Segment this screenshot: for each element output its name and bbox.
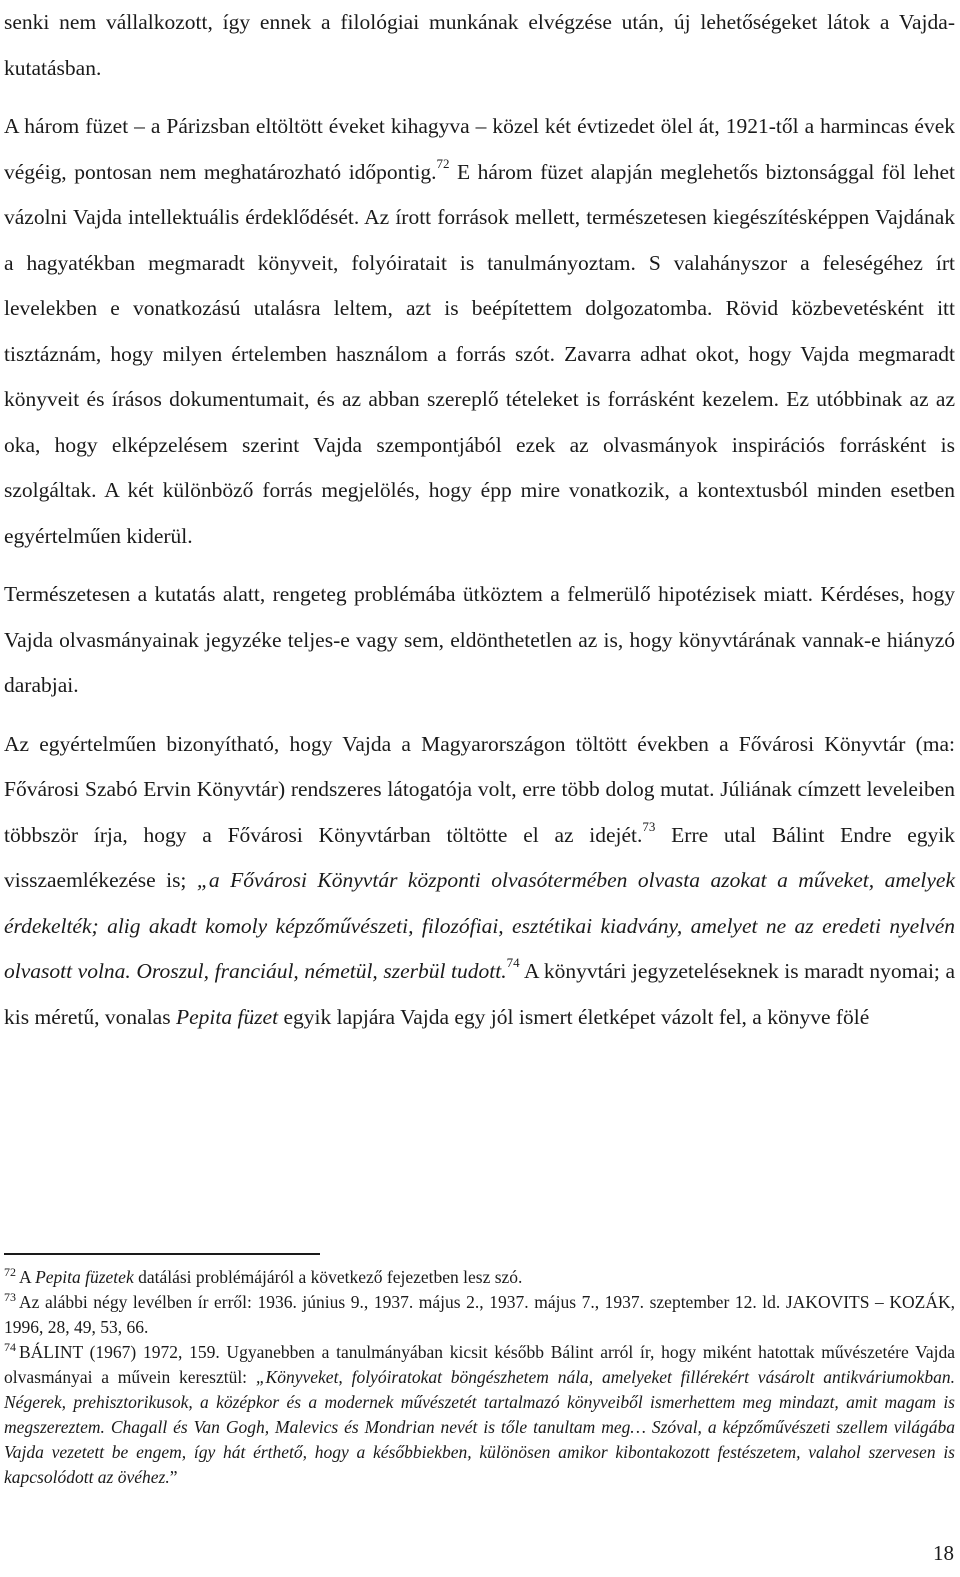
footnote-ref-73[interactable]: 73 — [642, 818, 656, 834]
footnote-italic: „Könyveket, folyóiratokat böngészhetem nála, amelyeket fillérekért vásárolt antikváriumokban. Négerek, prehisztorikusok, a középkor és a modernek művészetét tartalmazó könyveiből ismerhettem meg mindazt, amit magam is megszereztem. Chagall és Van Gogh, Malevics és Mondrian nevét is tőle tanultam meg… Szóval, a képzőművészeti szellem világába Vajda vezetett be engem, így hát érthető, hogy a későbbiekben, különösen amikor kibontakozott festészetem, valahol szervesen is kapcsolódott az övéhez. — [4, 1367, 955, 1487]
paragraph-4 — [4, 722, 955, 1041]
paragraph-text: egyik lapjára Vajda egy jól ismert életképet vázolt fel, a könyve fölé — [278, 1004, 870, 1029]
footnote-italic: Pepita füzetek — [35, 1267, 134, 1287]
title-italic: Pepita füzet — [175, 1004, 279, 1029]
paragraph-text: A könyvtári jegyzeteléseknek is maradt nyomai; a kis méretű, vonalas — [4, 959, 955, 1029]
footnote-ref-74[interactable]: 74 — [506, 955, 520, 970]
footnote-text: ” — [169, 1467, 178, 1487]
paragraph-text: A három füzet – a Párizsban eltöltött éveket kihagyva – közel két évtizedet ölel át, 1921-től a harmincas évek végéig, pontosan nem meghatározható időpontig. — [4, 114, 955, 184]
footnote-74 — [4, 1340, 955, 1490]
paragraph-text: Természetesen a kutatás alatt, rengeteg problémába ütköztem a felmerülő hipotézisek miatt. Kérdéses, hogy Vajda olvasmányainak jegyzéke teljes-e vagy sem, eldönthetetlen az is, hogy könyvtárának vannak-e hiányzó darabjai. — [4, 582, 955, 697]
footnote-text: datálási problémájáról a következő fejezetben lesz szó. — [133, 1267, 523, 1287]
footnote-number: 72 — [4, 1265, 16, 1279]
paragraph-2 — [4, 104, 955, 559]
body-text — [4, 0, 955, 1040]
paragraph-1 — [4, 0, 955, 91]
footnote-separator — [4, 1253, 320, 1255]
page-number: 18 — [933, 1541, 954, 1565]
footnotes — [4, 1265, 955, 1490]
paragraph-3 — [4, 572, 955, 709]
footnote-ref-72[interactable]: 72 — [436, 155, 450, 171]
paragraph-text: senki nem vállalkozott, így ennek a filológiai munkának elvégzése után, új lehetőségeket látok a Vajda-kutatásban. — [4, 10, 955, 80]
footnote-number: 73 — [4, 1290, 16, 1304]
footnote-text: BÁLINT (1967) 1972, 159. Ugyanebben a tanulmányában kicsit később Bálint arról ír, hogy miként hatottak művészetére Vajda olvasmányai a művein keresztül: — [4, 1342, 955, 1387]
footnote-73 — [4, 1290, 955, 1340]
paragraph-text: Erre utal Bálint Endre egyik visszaemlékezése is; — [4, 822, 955, 892]
footnote-number: 74 — [4, 1340, 16, 1354]
footnote-text: Az alábbi négy levélben ír erről: 1936. június 9., 1937. május 2., 1937. május 7., 1937. szeptember 12. ld. JAKOVITS – KOZÁK, 1996, 28, 49, 53, 66. — [4, 1292, 955, 1337]
paragraph-text: E három füzet alapján meglehetős biztonsággal föl lehet vázolni Vajda intellektuális érdeklődését. Az írott források mellett, természetesen kiegészítésképpen Vajdának a hagyatékban megmaradt könyveit, folyóiratait is tanulmányoztam. S valahányszor a feleségéhez írt levelekben e vonatkozású utalásra leltem, azt is beépítettem dolgozatomba. Rövid közbevetésként itt tisztáznám, hogy milyen értelemben használom a forrás szót. Zavarra adhat okot, hogy Vajda megmaradt könyveit és írásos dokumentumait, és az abban szereplő tételeket is forrásként kezelem. Ez utóbbinak az az oka, hogy elképzelésem szerint Vajda szempontjából ezek az olvasmányok inspirációs forrásként is szolgáltak. A két különböző forrás megjelölés, hogy épp mire vonatkozik, a kontextusból minden esetben egyértelműen kiderül. — [4, 159, 955, 548]
block-quote: „a Fővárosi Könyvtár központi olvasótermében olvasta azokat a műveket, amelyek érdekelték; alig akadt komoly képzőművészeti, filozófiai, esztétikai kiadvány, amelyet ne az eredeti nyelvén olvasott volna. Oroszul, franciául, németül, szerbül tudott. — [4, 868, 956, 983]
footnote-72 — [4, 1265, 955, 1290]
footnote-text: A — [19, 1267, 36, 1287]
paragraph-text: Az egyértelműen bizonyítható, hogy Vajda a Magyarországon töltött években a Fővárosi Könyvtár (ma: Fővárosi Szabó Ervin Könyvtár) rendszeres látogatója volt, erre több dolog mutat. Júliának címzett leveleiben többször írja, hogy a Fővárosi Könyvtárban töltötte el az idejét. — [4, 731, 955, 847]
